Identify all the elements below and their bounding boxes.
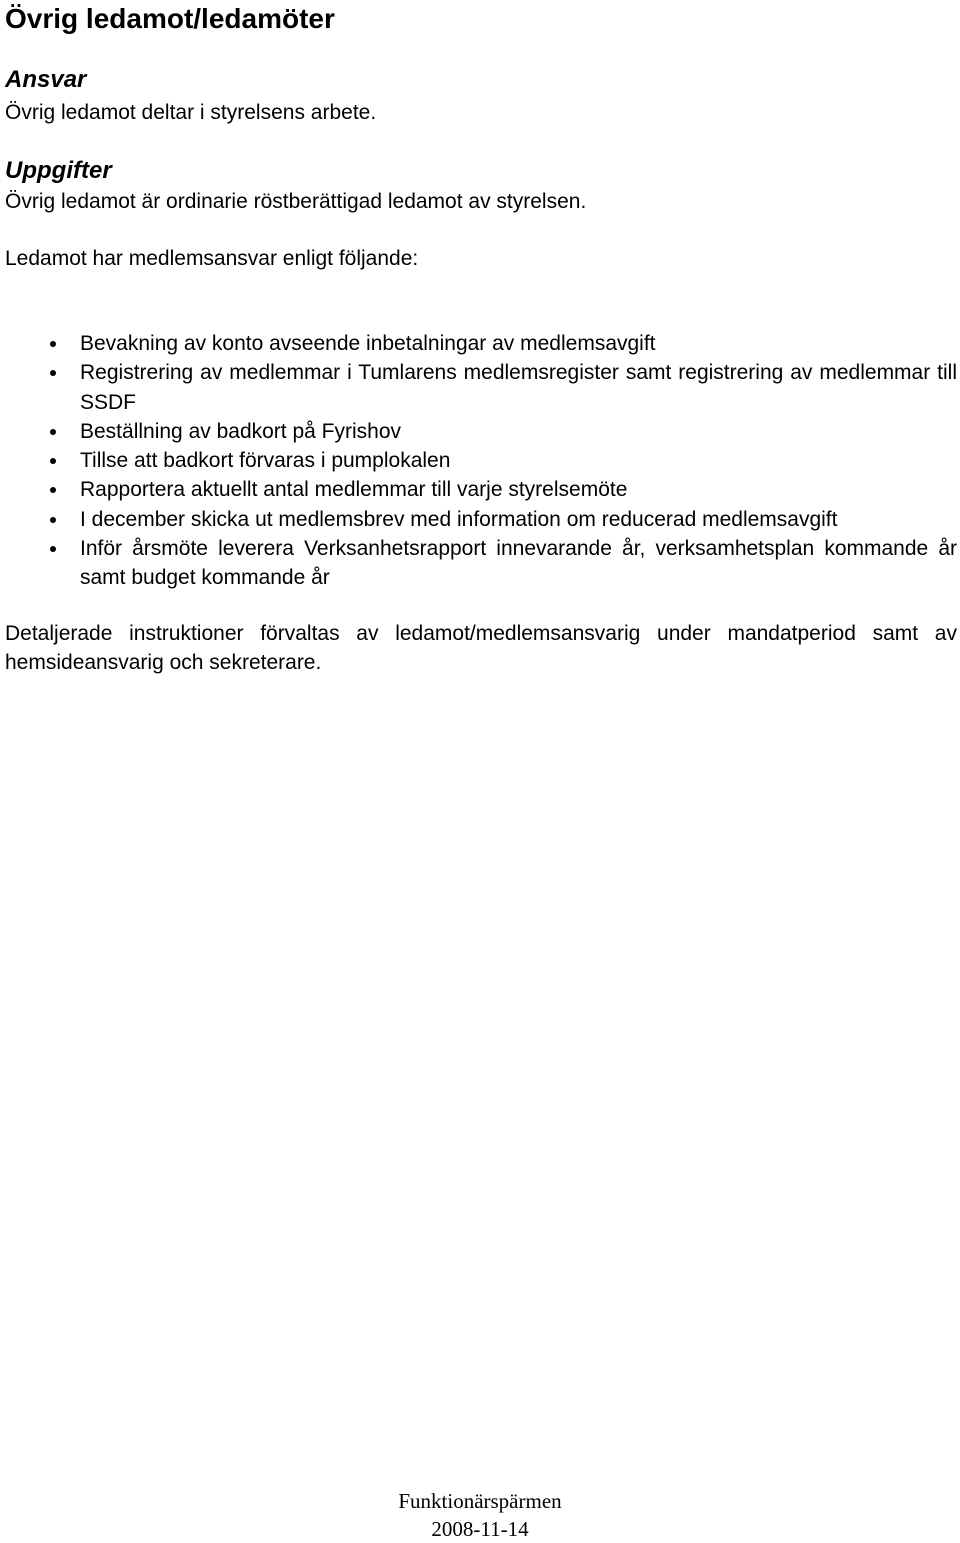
- bullet-icon: [50, 546, 56, 552]
- list-item-text: Tillse att badkort förvaras i pumplokalen: [80, 449, 451, 473]
- section-text-ansvar: Övrig ledamot deltar i styrelsens arbete.: [5, 101, 377, 124]
- responsibility-list: [5, 329, 957, 593]
- bullet-icon: [50, 429, 56, 435]
- list-item-text: I december skicka ut medlemsbrev med information om reducerad medlemsavgift: [80, 507, 838, 531]
- intro-text: Ledamot har medlemsansvar enligt följande:: [5, 247, 419, 270]
- list-item-text: Inför årsmöte leverera Verksanhetsrapport innevarande år, verksamhetsplan kommande år samt budget kommande år: [80, 537, 957, 590]
- page-title: Övrig ledamot/ledamöter: [5, 3, 335, 34]
- footer-name: Funktionärspärmen: [398, 1489, 562, 1513]
- closing-text: Detaljerade instruktioner förvaltas av ledamot/medlemsansvarig under mandatperiod samt av hemsideansvarig och sekreterare.: [5, 622, 957, 674]
- bullet-icon: [50, 341, 56, 347]
- list-item: [5, 534, 957, 593]
- list-item: [5, 329, 957, 358]
- list-item-text: Registrering av medlemmar i Tumlarens medlemsregister samt registrering av medlemmar till SSDF: [80, 361, 957, 414]
- list-item: [5, 475, 957, 504]
- section-heading-ansvar: Ansvar: [5, 66, 87, 93]
- footer-date: 2008-11-14: [431, 1517, 529, 1541]
- bullet-icon: [50, 487, 56, 493]
- list-item: [5, 505, 957, 534]
- bullet-icon: [50, 370, 56, 376]
- list-item: [5, 358, 957, 417]
- section-text-uppgifter: Övrig ledamot är ordinarie röstberättigad ledamot av styrelsen.: [5, 190, 587, 213]
- section-heading-uppgifter: Uppgifter: [5, 157, 112, 184]
- list-item-text: Bevakning av konto avseende inbetalningar av medlemsavgift: [80, 332, 656, 355]
- list-item: [5, 446, 957, 475]
- bullet-icon: [50, 458, 56, 464]
- list-item: [5, 417, 957, 446]
- page-footer: [0, 1487, 960, 1543]
- list-item-text: Rapportera aktuellt antal medlemmar till varje styrelsemöte: [80, 478, 628, 502]
- bullet-icon: [50, 517, 56, 523]
- list-item-text: Beställning av badkort på Fyrishov: [80, 419, 401, 443]
